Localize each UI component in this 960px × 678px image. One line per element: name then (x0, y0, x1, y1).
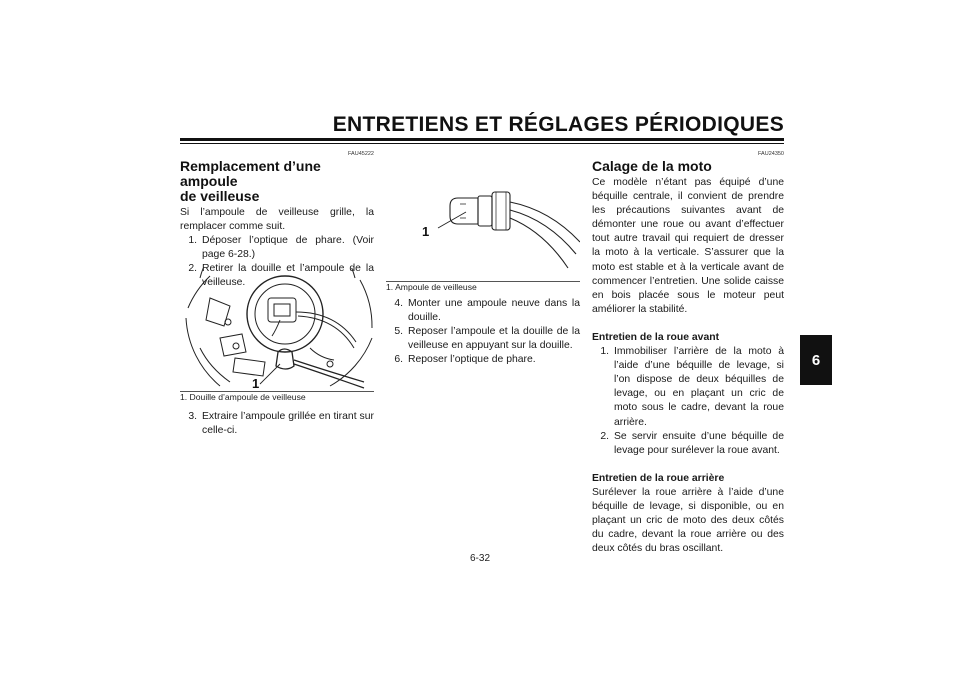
section-heading-line2: de veilleuse (180, 188, 260, 204)
step-text: Extraire l’ampoule grillée en tirant sur celle-ci. (202, 411, 374, 437)
rear-wheel-text: Surélever la roue arrière à l’aide d’une béquille de levage, si disponible, ou en plaçant un cric de moto des deux côtés du cadre, devant la roue arrière ou des deux côtés du bras oscillant. (592, 486, 784, 555)
step-text: Déposer l’optique de phare. (Voir page 6-28.) (202, 235, 374, 261)
step-number: 3. (188, 411, 197, 422)
list-item (180, 234, 374, 262)
list-item (180, 410, 374, 438)
section-heading-line1: Remplacement d’une ampoule (180, 158, 321, 189)
list-item (386, 297, 580, 325)
step-number: 2. (188, 263, 197, 275)
list-item (386, 353, 580, 367)
column-bulb-steps (386, 297, 580, 367)
page-title: ENTRETIENS ET RÉGLAGES PÉRIODIQUES (332, 113, 784, 136)
list-item (386, 325, 580, 353)
figure-caption: 1. Ampoule de veilleuse (386, 282, 477, 292)
step-number: 6. (394, 354, 403, 366)
title-rule (180, 138, 784, 141)
step-number: 2. (600, 430, 609, 442)
intro-paragraph: Ce modèle n’étant pas équipé d’une béquille centrale, il convient de prendre les précautions suivantes avant de démonter une roue ou avant d’effectuer tout autre travail qui requiert de dresser la moto à la verticale. S’assurer que la moto est stable et à la verticale avant de commencer l’entretien. Une solide caisse en bois placée sous le moteur peut améliorer la stabilité. (592, 177, 784, 315)
bulb-figure (386, 188, 580, 280)
front-wheel-title: Entretien de la roue avant (592, 331, 720, 343)
section-code: FAU24350 (758, 151, 784, 157)
chapter-tab (800, 335, 832, 385)
figure-callout: 1 (422, 224, 430, 239)
title-rule-thin (180, 143, 784, 144)
step-text: Immobiliser l’arrière de la moto à l’aide d’une béquille de levage, si l’on dispose de deux béquilles de levage, ou en plaçant un cric de moto sous le cadre, devant la roue arrière. (614, 346, 784, 428)
headlight-socket-figure (180, 268, 374, 392)
section-heading (180, 159, 374, 204)
step-text: Monter une ampoule neuve dans la douille. (408, 298, 580, 324)
section-code: FAU45222 (348, 151, 374, 157)
column-bulb-step3 (180, 410, 374, 438)
step-number: 4. (394, 298, 403, 309)
figure-callout: 1 (252, 376, 260, 391)
page-number: 6-32 (469, 553, 490, 564)
figure-caption: 1. Douille d’ampoule de veilleuse (180, 392, 306, 402)
step-number: 1. (600, 346, 609, 358)
step-text: Se servir ensuite d’une béquille de levage pour surélever la roue avant. (614, 430, 784, 456)
step-text: Retirer la douille et l’ampoule de la veilleuse. (202, 263, 374, 289)
step-number: 1. (188, 235, 197, 247)
rear-wheel-title: Entretien de la roue arrière (592, 472, 725, 484)
step-text: Reposer l’ampoule et la douille de la veilleuse en appuyant sur la douille. (408, 326, 580, 352)
step-number: 5. (394, 326, 403, 338)
column-motorcycle-support (592, 150, 784, 556)
section-heading: Calage de la moto (592, 158, 712, 174)
step-text: Reposer l’optique de phare. (408, 354, 536, 366)
intro-paragraph: Si l’ampoule de veilleuse grille, la remplacer comme suit. (180, 207, 374, 233)
list-item (592, 345, 784, 430)
chapter-number: 6 (811, 351, 821, 369)
list-item (592, 430, 784, 458)
